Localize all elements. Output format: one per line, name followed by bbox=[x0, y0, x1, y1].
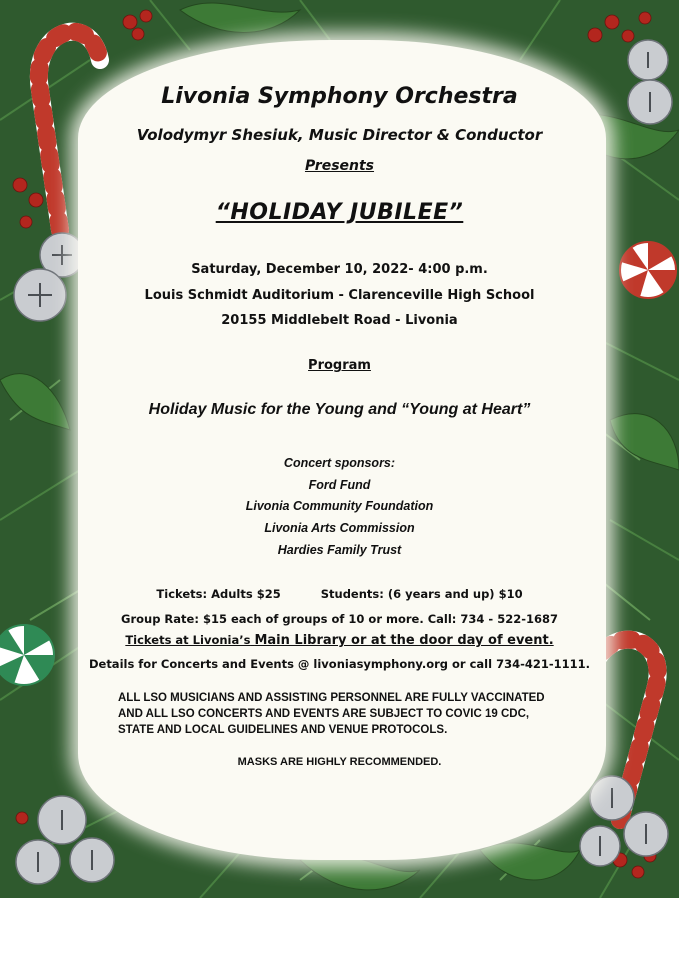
event-title: “HOLIDAY JUBILEE” bbox=[215, 200, 464, 225]
program-description: Holiday Music for the Young and “Young at Heart” bbox=[148, 401, 531, 418]
orchestra-name: Livonia Symphony Orchestra bbox=[161, 84, 518, 109]
group-rate: Group Rate: $15 each of groups of 10 or more. Call: 734 - 522-1687 bbox=[121, 612, 558, 626]
ticket-prices bbox=[0, 587, 679, 601]
sponsor-item: Ford Fund bbox=[308, 478, 371, 492]
vaccination-notice-line: AND ALL LSO CONCERTS AND EVENTS ARE SUBJECT TO COVIC 19 CDC, bbox=[118, 708, 530, 720]
mask-recommendation: MASKS ARE HIGHLY RECOMMENDED. bbox=[237, 756, 442, 768]
event-address: 20155 Middlebelt Road - Livonia bbox=[221, 313, 458, 328]
event-details-contact: Details for Concerts and Events @ livoniasymphony.org or call 734-421-1111. bbox=[88, 657, 591, 671]
sponsors-heading: Concert sponsors: bbox=[283, 456, 396, 470]
student-price: Students: (6 years and up) $10 bbox=[320, 587, 523, 601]
ticket-location-main: Main Library or at the door day of event. bbox=[254, 633, 554, 648]
sponsor-item: Hardies Family Trust bbox=[277, 543, 402, 557]
program-heading: Program bbox=[308, 358, 371, 373]
presents-label: Presents bbox=[304, 158, 375, 174]
sponsor-item: Livonia Community Foundation bbox=[245, 499, 434, 513]
event-date: Saturday, December 10, 2022- 4:00 p.m. bbox=[191, 262, 488, 277]
ticket-location-prefix: Tickets at Livonia’s bbox=[125, 633, 251, 647]
vaccination-notice-line: ALL LSO MUSICIANS AND ASSISTING PERSONNEL ARE FULLY VACCINATED bbox=[118, 692, 545, 704]
sponsor-item: Livonia Arts Commission bbox=[264, 521, 415, 535]
adult-price: Tickets: Adults $25 bbox=[156, 587, 281, 601]
director-line: Volodymyr Shesiuk, Music Director & Conductor bbox=[136, 126, 543, 144]
ticket-locations bbox=[0, 633, 679, 648]
event-venue: Louis Schmidt Auditorium - Clarenceville High School bbox=[144, 288, 535, 303]
vaccination-notice-line: STATE AND LOCAL GUIDELINES AND VENUE PROTOCOLS. bbox=[118, 724, 448, 736]
